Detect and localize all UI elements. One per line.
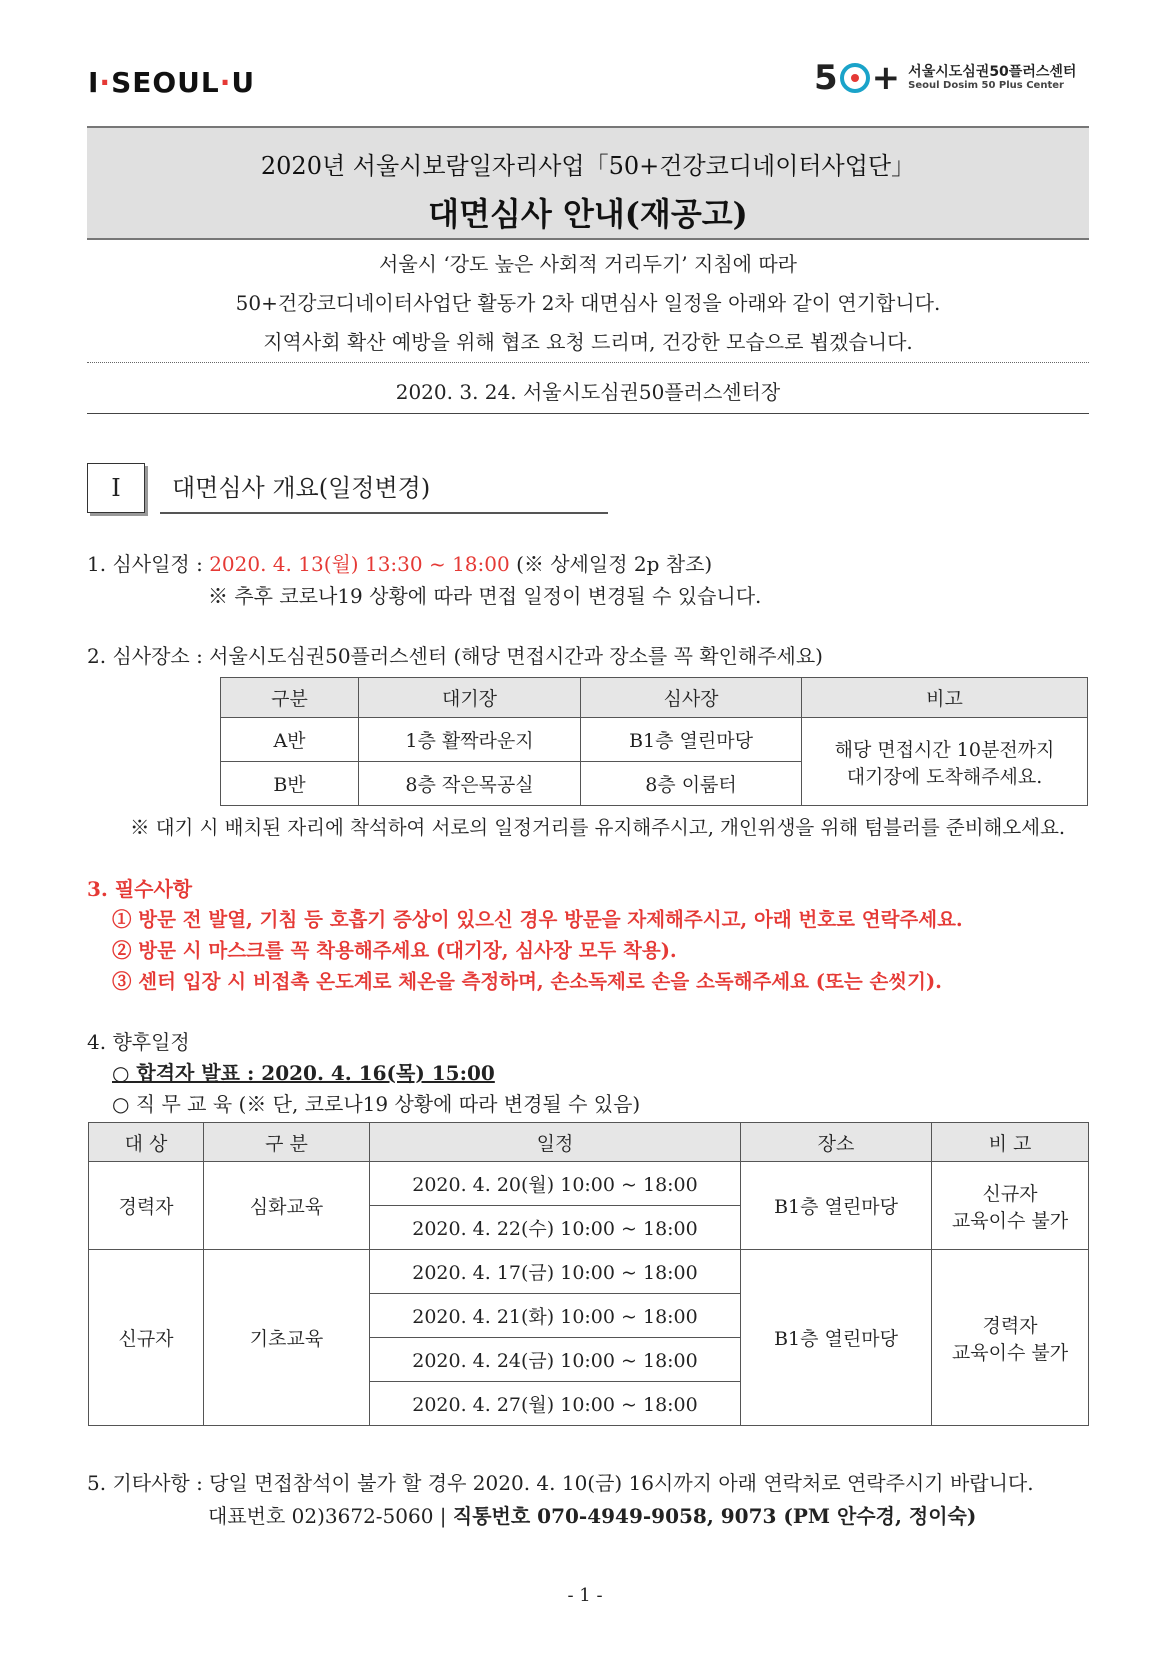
table-header: 비 고 bbox=[932, 1123, 1089, 1162]
table-row bbox=[89, 1162, 1089, 1206]
note-cell: 경력자 교육이수 불가 bbox=[932, 1250, 1089, 1426]
location-table bbox=[220, 677, 1088, 806]
table-cell: B1층 열린마당 bbox=[581, 718, 802, 762]
divider bbox=[87, 362, 1089, 363]
type-cell: 기초교육 bbox=[204, 1250, 370, 1426]
item1-note: ※ 추후 코로나19 상황에 따라 면접 일정이 변경될 수 있습니다. bbox=[208, 584, 762, 608]
title-box bbox=[87, 126, 1089, 240]
item4-label: 4. 향후일정 bbox=[87, 1030, 190, 1054]
training-table bbox=[88, 1122, 1089, 1426]
ring-icon bbox=[840, 63, 870, 93]
section-title: 대면심사 개요(일정변경) bbox=[172, 474, 431, 502]
table-header: 장소 bbox=[741, 1123, 932, 1162]
item2-footnote: ※ 대기 시 배치된 자리에 착석하여 서로의 일정거리를 유지해주시고, 개인위생을 위해 텀블러를 준비해오세요. bbox=[130, 816, 1066, 839]
item3-label: 3. 필수사항 bbox=[87, 877, 193, 901]
table-note: 해당 면접시간 10분전까지 대기장에 도착해주세요. bbox=[802, 718, 1088, 806]
main-phone: 대표번호 02)3672-5060 | bbox=[208, 1504, 453, 1528]
date-cell: 2020. 4. 24(금) 10:00 ~ 18:00 bbox=[370, 1338, 741, 1382]
intro-line: 50+건강코디네이터사업단 활동가 2차 대면심사 일정을 아래와 같이 연기합니다. bbox=[235, 291, 941, 315]
date-cell: 2020. 4. 17(금) 10:00 ~ 18:00 bbox=[370, 1250, 741, 1294]
title-line2: 대면심사 안내(재공고) bbox=[428, 195, 748, 233]
date-cell: 2020. 4. 20(월) 10:00 ~ 18:00 bbox=[370, 1162, 741, 1206]
center-name-en: Seoul Dosim 50 Plus Center bbox=[908, 80, 1064, 92]
table-cell: 8층 이룸터 bbox=[581, 762, 802, 806]
divider bbox=[87, 413, 1089, 414]
intro-line: 서울시 ‘강도 높은 사회적 거리두기’ 지침에 따라 bbox=[379, 252, 797, 276]
center-logo: 5 + 서울시도심권50플러스센터 Seoul Dosim 50 Plus Center bbox=[814, 58, 1077, 98]
date-cell: 2020. 4. 27(월) 10:00 ~ 18:00 bbox=[370, 1382, 741, 1426]
target-cell: 신규자 bbox=[89, 1250, 204, 1426]
table-cell: 8층 작은목공실 bbox=[359, 762, 581, 806]
type-cell: 심화교육 bbox=[204, 1162, 370, 1250]
requirement-item: ① 방문 전 발열, 기침 등 호흡기 증상이 있으신 경우 방문을 자제해주시고, 아래 번호로 연락주세요. bbox=[112, 908, 963, 931]
requirement-item: ③ 센터 입장 시 비접촉 온도계로 체온을 측정하며, 손소독제로 손을 소독해주세요 (또는 손씻기). bbox=[112, 970, 942, 993]
table-header: 구분 bbox=[221, 678, 359, 718]
section-underline bbox=[160, 512, 608, 514]
title-line1: 2020년 서울시보람일자리사업「50+건강코디네이터사업단」 bbox=[260, 152, 916, 180]
table-row bbox=[89, 1250, 1089, 1294]
table-header: 대기장 bbox=[359, 678, 581, 718]
date-cell: 2020. 4. 22(수) 10:00 ~ 18:00 bbox=[370, 1206, 741, 1250]
place-cell: B1층 열린마당 bbox=[741, 1250, 932, 1426]
place-cell: B1층 열린마당 bbox=[741, 1162, 932, 1250]
note-cell: 신규자 교육이수 불가 bbox=[932, 1162, 1089, 1250]
item2-location: 2. 심사장소 : 서울시도심권50플러스센터 (해당 면접시간과 장소를 꼭 확인해주세요) bbox=[87, 644, 823, 668]
signature: 2020. 3. 24. 서울시도심권50플러스센터장 bbox=[395, 380, 781, 404]
page-number: - 1 - bbox=[567, 1585, 603, 1606]
table-header: 대 상 bbox=[89, 1123, 204, 1162]
requirement-item: ② 방문 시 마스크를 꼭 착용해주세요 (대기장, 심사장 모두 착용). bbox=[112, 939, 677, 962]
direct-phone: 직통번호 070-4949-9058, 9073 (PM 안수경, 정이숙) bbox=[452, 1504, 977, 1528]
table-header: 비고 bbox=[802, 678, 1088, 718]
schedule-date: 2020. 4. 13(월) 13:30 ~ 18:00 bbox=[209, 552, 510, 576]
table-cell: B반 bbox=[221, 762, 359, 806]
job-training-line: ○ 직 무 교 육 (※ 단, 코로나19 상황에 따라 변경될 수 있음) bbox=[112, 1092, 641, 1116]
center-name-ko: 서울시도심권50플러스센터 bbox=[908, 64, 1077, 81]
section-number: Ⅰ bbox=[87, 463, 145, 513]
date-cell: 2020. 4. 21(화) 10:00 ~ 18:00 bbox=[370, 1294, 741, 1338]
table-cell: A반 bbox=[221, 718, 359, 762]
table-cell: 1층 활짝라운지 bbox=[359, 718, 581, 762]
intro-line: 지역사회 확산 예방을 위해 협조 요청 드리며, 건강한 모습으로 뵙겠습니다. bbox=[263, 330, 913, 354]
table-header: 일정 bbox=[370, 1123, 741, 1162]
result-announcement: ○ 합격자 발표 : 2020. 4. 16(목) 15:00 bbox=[112, 1061, 495, 1085]
contact-line bbox=[208, 1500, 976, 1529]
i-seoul-u-logo: I·SEOUL·U bbox=[88, 66, 256, 99]
table-row bbox=[221, 718, 1088, 762]
item5-other: 5. 기타사항 : 당일 면접참석이 불가 할 경우 2020. 4. 10(금) 16시까지 아래 연락처로 연락주시기 바랍니다. bbox=[87, 1471, 1034, 1495]
target-cell: 경력자 bbox=[89, 1162, 204, 1250]
table-header: 심사장 bbox=[581, 678, 802, 718]
item1-schedule: 1. 심사일정 : 2020. 4. 13(월) 13:30 ~ 18:00 (※ 상세일정 2p 참조) bbox=[87, 552, 713, 576]
table-header: 구 분 bbox=[204, 1123, 370, 1162]
